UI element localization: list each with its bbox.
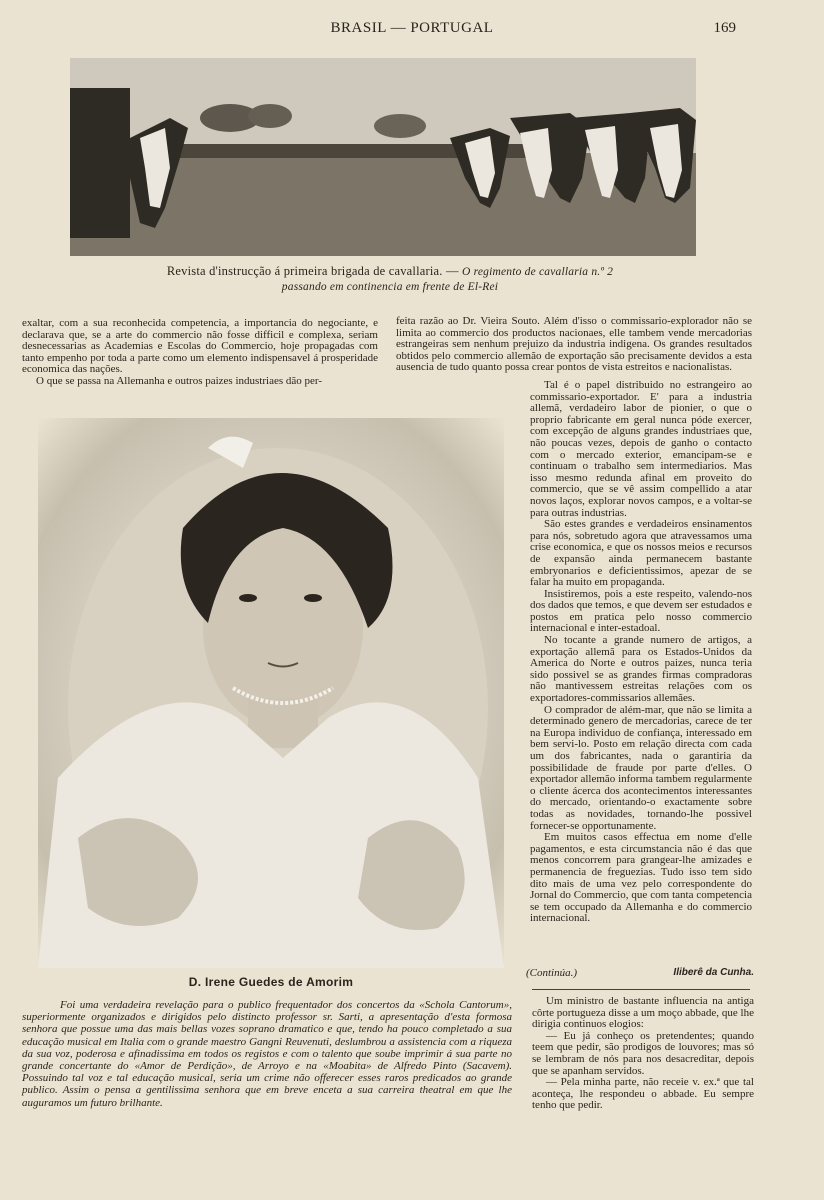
cavalry-review-illustration xyxy=(70,58,696,256)
paragraph: O que se passa na Allemanha e outros paizes industriaes dão per- xyxy=(36,374,322,387)
portrait-caption: D. Irene Guedes de Amorim xyxy=(188,975,354,989)
page-number: 169 xyxy=(713,20,736,36)
paragraph: No tocante a grande numero de artigos, a exportação allemã para os Estados-Unidos da America do Norte e outros paizes, nunca teria sido possivel se as grandes firmas compradoras não mantivessem estreitas relações com os exportadores-commissarios allemães. xyxy=(530,634,752,705)
section-divider xyxy=(532,989,750,990)
caption-italic-2: passando em continencia em frente de El-Rei xyxy=(281,281,499,293)
cavalry-review-photo xyxy=(70,58,696,256)
paragraph: Insistiremos, pois a este respeito, valendo-nos dos dados que temos, e que devem ser estudados e postos em pratica pelo nosso commercio internacional e inter-estadoal. xyxy=(530,587,752,635)
paragraph: Em muitos casos effectua em nome d'elle pagamentos, e esta circumstancia não é das que menos concorrem para grangear-lhe amizades e permanencia de freguezias. Tudo isso tem sido dito mais de uma vez pelo correspondente do Jornal do Commercio, que com tanta competencia se tem occupado da Allemanha e do commercio internacional. xyxy=(530,831,752,925)
left-column-text xyxy=(22,318,378,388)
paragraph: Foi uma verdadeira revelação para o publico frequentador dos concertos da «Schola Cantorum», superiormente organizados e dirigidos pelo distincto professor sr. Sarti, a apresentação d'esta formosa senhora que possue uma das mais bellas vozes soprano dramatico e que, tendo ha pouco completado a sua educação musical em Italia com o grande maestro Gangni Reuvenuti, deslumbrou a assistencia com a riqueza da sua voz, poderosa e afinadissima em todos os registos e com o talento que soube imprimir á sua parte no grande concertante do «Amor de Perdição», de Arroyo e na «Moabita» de Alfredo Pinto (Sacavem). Possuindo tal voz e tal educação musical, seria um crime não offerecer esses raros predicados ao grande publico. Assim o pensa a gentilissima senhora que em breve enceta a sua carreira theatral em que lhe auguramos um futuro brilhante. xyxy=(22,999,512,1109)
running-title: BRASIL — PORTUGAL xyxy=(330,20,494,36)
portrait-biography xyxy=(22,999,512,1109)
paragraph: Tal é o papel distribuido no estrangeiro ao commissario-exportador. E' para a industria allemã, verdadeiro labor de pionier, o que o proprio fabricante em geral nunca póde exercer, com excepção de alguns grandes industriaes que, não poucas vezes, depois de ganho o contacto com o mercado exterior, emancipam-se e continuam o trabalho sem intermediarios. Mas isso mesmo redunda afinal em proveito do commercio, que se vê assim compellido a atar novos laços, explorar novos campos, e a voltar-se para outras industrias. xyxy=(530,379,752,519)
right-column-text xyxy=(530,380,752,925)
continua-label: (Continúa.) xyxy=(526,967,578,979)
portrait-illustration xyxy=(38,418,504,968)
paragraph: feita razão ao Dr. Vieira Souto. Além d'isso o commissario-explorador não se limita ao commercio dos productos nacionaes, elle tambem vende mercadorias estrangeiras sem nenhum prejuizo da industria indigena. Os grandes resultados obtidos pelo commercio allemão de exportação são precisamente devidos a esta ausencia de tudo quanto possa crear pontos de vista estreitos e nacionalistas. xyxy=(396,315,752,374)
paragraph: exaltar, com a sua reconhecida competencia, a importancia do negociante, e declarava que, se a arte do commercio não fosse difficil e complexa, seriam desnecessarias as Academias e Escolas do Commercio, hoje propagadas com tanto empenho por toda a parte como um elemento indispensavel á prosperidade economica das nações. xyxy=(22,317,378,376)
anecdote-text xyxy=(532,996,754,1112)
cavalry-photo-caption xyxy=(120,264,660,294)
article-signature xyxy=(522,967,754,979)
right-column-top-text xyxy=(396,316,752,374)
paragraph: — Pela minha parte, não receie v. ex.ª que tal aconteça, lhe respondeu o abbade. Eu sempre tenho que pedir. xyxy=(532,1076,754,1112)
paragraph: — Eu já conheço os pretendentes; quando teem que pedir, são prodigos de louvores; mas só se lembram de nós para nos desacreditar, depois que se apanham servidos. xyxy=(532,1029,754,1077)
paragraph: Um ministro de bastante influencia na antiga côrte portugueza disse a um moço abbade, que lhe dirigia continuos elogios: xyxy=(532,995,754,1031)
caption-main: Revista d'instrucção á primeira brigada de cavallaria. — xyxy=(166,264,459,278)
caption-italic-1: O regimento de cavallaria n.º 2 xyxy=(461,266,614,278)
paragraph: São estes grandes e verdadeiros ensinamentos para nós, sobretudo agora que atravessamos uma crise economica, e que os nossos meios e recursos de expansão ainda permanecem bastante embryonarios e deficientissimos, apezar de se falar ha muito em propaganda. xyxy=(530,518,752,589)
paragraph: O comprador de além-mar, que não se limita a determinado genero de mercadorias, carece de ter na Europa individuo de confiança, interessado em bem servi-lo. Posto em relação directa com cada um dos fabricantes, nada o garantiria da possibilidade de fraude por parte d'elles. O exportador allemão informa tambem regularmente o cliente ácerca dos acontecimentos interessantes do mercado, orientando-o exactamente sobre todas as novidades, tornando-lhe possivel fornecer-se opportunamente. xyxy=(530,703,752,832)
portrait-photo xyxy=(38,418,504,968)
author-name: Iliberê da Cunha. xyxy=(673,967,754,978)
